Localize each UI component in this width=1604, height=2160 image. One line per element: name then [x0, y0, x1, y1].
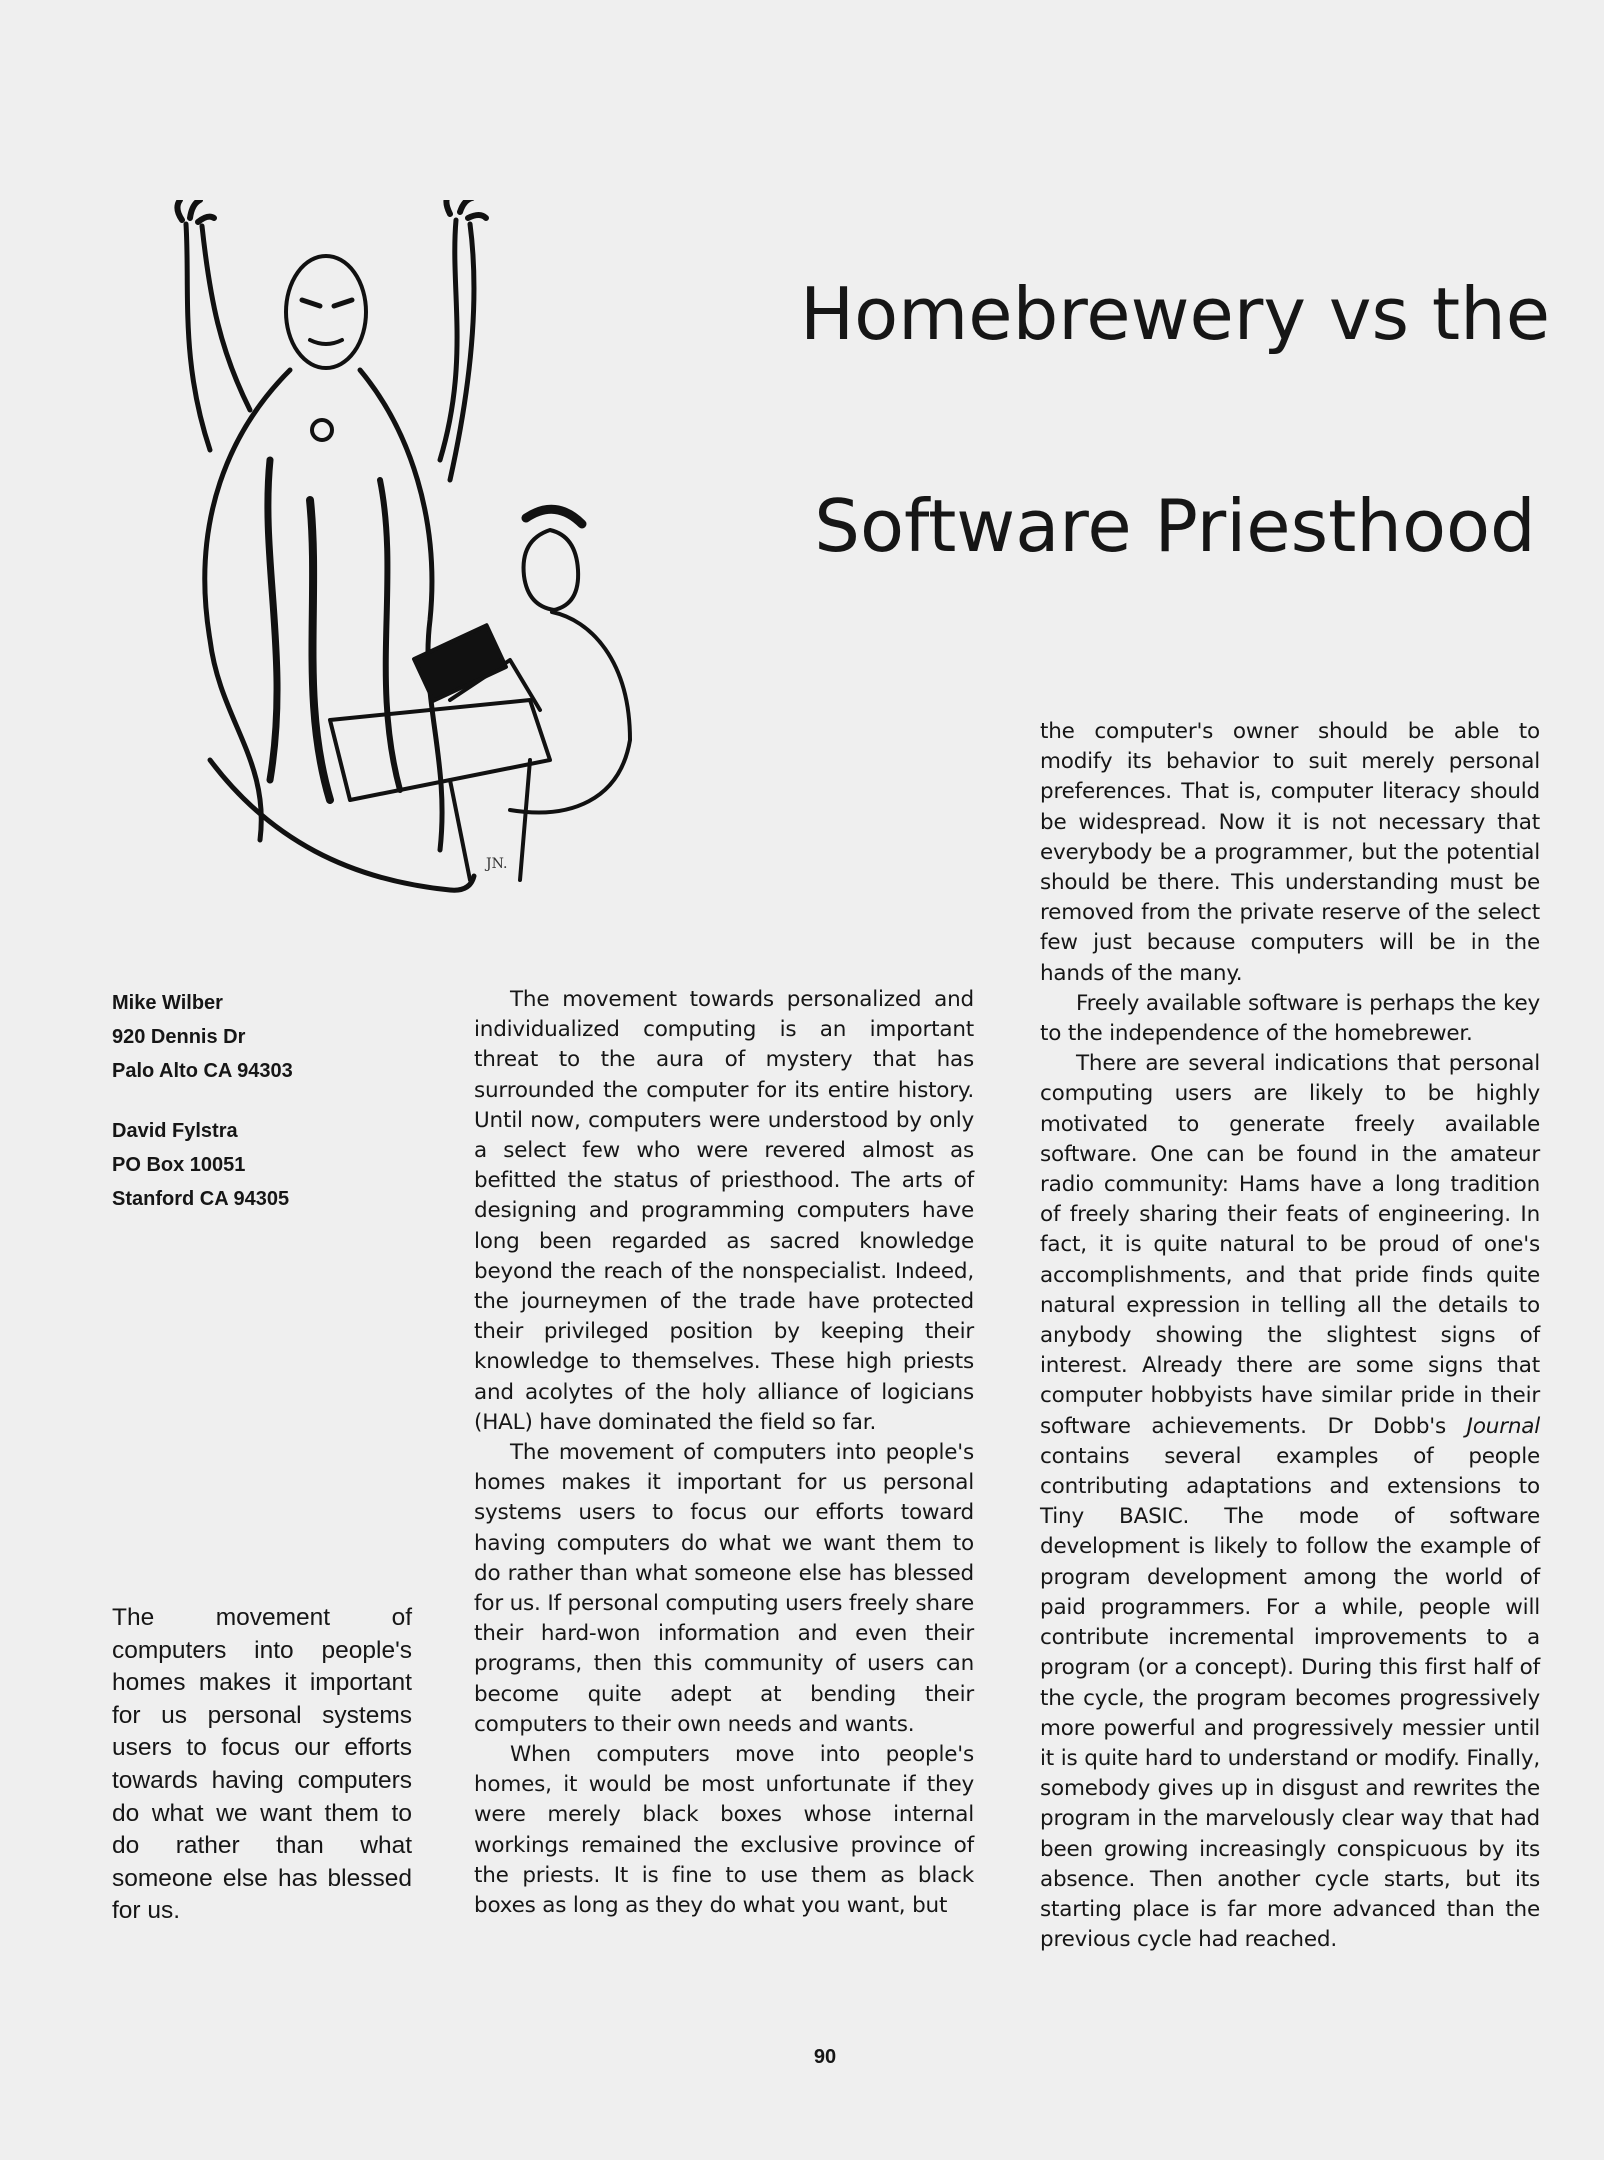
- body-column-right: [1040, 717, 1540, 1955]
- article-title-line-2: Software Priesthood: [814, 484, 1536, 568]
- robe-right: [360, 370, 442, 850]
- article-title-line-1: Homebrewery vs the: [799, 272, 1551, 356]
- artist-signature: JN.: [486, 856, 508, 872]
- body-paragraph: The movement towards personalized and individualized computing is an important threat to the aura of mystery that has surrounded the computer for its entire history. Until now, computers were understood by only a select few who were revered almost as befitted the status of priesthood. The arts of designing and programming computers have long been regarded as sacred knowledge beyond the reach of the nonspecialist. Indeed, the journeymen of the trade have protected their privileged position by keeping their knowledge to themselves. These high priests and acolytes of the holy alliance of logicians (HAL) have dominated the field so far.: [474, 987, 974, 1435]
- body-paragraph-continued: the computer's owner should be able to modify its behavior to suit merely personal preferences. That is, computer literacy should be widespread. Now it is not necessary that everybody be a programmer, but the potential should be there. This understanding must be removed from the private reserve of the select few just because computers will be in the hands of the many.: [1040, 719, 1540, 986]
- body-paragraph: The movement of computers into people's homes makes it important for us personal systems users to focus our efforts toward having computers do what we want them to do rather than what someone else has blessed for us. If personal computing users freely share their hard-won information and even their programs, then this community of users can become quite adept at bending their computers to their own needs and wants.: [474, 1440, 974, 1737]
- body-paragraph: [1040, 1049, 1540, 1955]
- author-name: David Fylstra: [112, 1120, 238, 1142]
- body-paragraph: When computers move into people's homes, it would be most unfortunate if they were merely black boxes whose internal workings remained the exclusive province of the priests. It is fine to use them as black boxes as long as they do what you want, but: [474, 1742, 974, 1919]
- angry-brows: [302, 300, 352, 306]
- scowl: [310, 340, 342, 344]
- left-claw: [177, 200, 214, 222]
- programmer-head: [524, 530, 579, 610]
- right-arm-outer: [440, 220, 457, 460]
- author-city: Palo Alto CA 94303: [112, 1060, 293, 1082]
- author-street: 920 Dennis Dr: [112, 1026, 246, 1048]
- robe-fold-1: [268, 460, 277, 780]
- programmer-hair: [526, 509, 582, 524]
- pull-quote: The movement of computers into people's homes makes it important for us personal systems users to focus our efforts towards having computers do what we want them to do rather than what someone else has blessed for us.: [112, 1604, 412, 1925]
- programmer-figure: [330, 509, 630, 880]
- author-address-2: [112, 1114, 289, 1216]
- page-number: 90: [813, 2046, 837, 2068]
- priest-figure: [177, 200, 486, 890]
- robe-hem: [210, 760, 474, 890]
- robe-emblem: [312, 420, 332, 440]
- author-city: Stanford CA 94305: [112, 1188, 290, 1210]
- robe-fold-3: [380, 480, 400, 790]
- author-street: PO Box 10051: [112, 1154, 246, 1176]
- robe-fold-2: [310, 500, 330, 800]
- right-claw: [446, 200, 486, 218]
- priest-and-programmer-illustration: [150, 200, 730, 920]
- body-paragraph: Freely available software is perhaps the key to the independence of the homebrewer.: [1040, 990, 1540, 1047]
- left-arm-inner: [202, 226, 250, 410]
- body-text: There are several indications that personal computing users are likely to be highly motivated to generate freely available software. One can be found in the amateur radio community: Hams have a long tradition of freely sharing their feats of engineering. In fact, it is quite natural to be proud of one's accomplishments, and that pride finds quite natural expression in telling all the details to anybody showing the slightest signs of interest. Already there are some signs that computer hobbyists have similar pride in their software achievements. Dr Dobb's: [1040, 1051, 1540, 1439]
- bald-head: [286, 256, 366, 368]
- body-column-middle: [474, 985, 974, 1921]
- author-name: Mike Wilber: [112, 992, 223, 1014]
- author-address-1: [112, 986, 293, 1088]
- journal-title: Journal: [1466, 1413, 1541, 1439]
- body-text: contains several examples of people contributing adaptations and extensions to Tiny BASIC. The mode of software development is likely to follow the example of program development among the world of paid programmers. For a while, people will contribute incremental improvements to a program (or a concept). During this first half of the cycle, the program becomes progressively more powerful and progressively messier until it is quite hard to understand or modify. Finally, somebody gives up in disgust and rewrites the program in the marvelously clear way that had been growing increasingly conspicuous by its absence. Then another cycle starts, but its starting place is far more advanced than the previous cycle had reached.: [1040, 1443, 1540, 1953]
